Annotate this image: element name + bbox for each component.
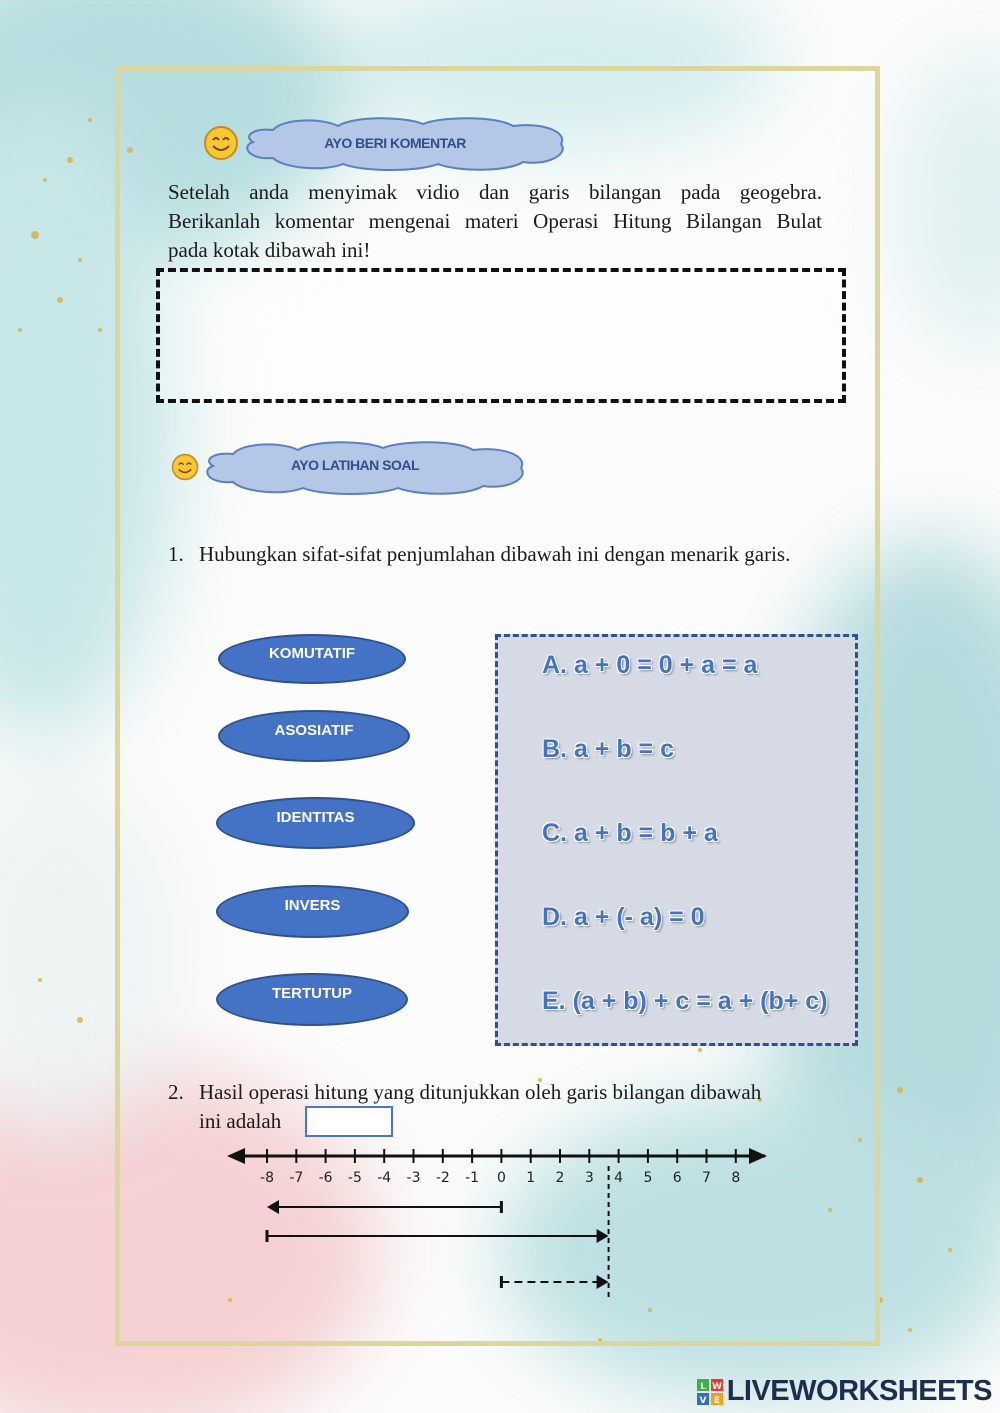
tick-label: 2 (555, 1170, 565, 1186)
tick-label: -3 (406, 1170, 421, 1186)
tick-label: -1 (465, 1170, 480, 1186)
number-line (225, 1140, 785, 1300)
paragraph-line: Berikanlah komentar mengenai materi Operasi Hitung Bilangan Bulat (168, 209, 822, 233)
tick-label: -4 (377, 1170, 392, 1186)
answer-e[interactable]: E. (a + b) + c = a + (b+ c) (542, 987, 828, 1015)
property-komutatif[interactable]: KOMUTATIF (218, 634, 406, 684)
answer-b[interactable]: B. a + b = c (542, 735, 675, 763)
question-text: Hubungkan sifat-sifat penjumlahan dibawah ini dengan menarik garis. (199, 542, 791, 566)
question-1 (168, 540, 822, 569)
property-tertutup[interactable]: TERTUTUP (216, 973, 408, 1026)
arrow-head (597, 1275, 609, 1289)
logo-tile-letter: V (699, 1395, 707, 1405)
question-2 (168, 1078, 822, 1136)
answer-input[interactable] (305, 1106, 393, 1137)
question-text-line: Hasil operasi hitung yang ditunjukkan oleh garis bilangan dibawah (199, 1080, 762, 1104)
tick-label: 1 (526, 1170, 536, 1186)
tick-label: 5 (643, 1170, 653, 1186)
tick-label: -5 (347, 1170, 362, 1186)
tick-label: -2 (435, 1170, 450, 1186)
logo-mark (697, 1379, 723, 1405)
axis-right-arrowhead (749, 1148, 767, 1164)
answer-panel (495, 634, 858, 1046)
tick-label: 8 (731, 1170, 741, 1186)
question-number: 2. (168, 1080, 184, 1104)
property-asosiatif[interactable]: ASOSIATIF (218, 710, 410, 762)
tick-label: 0 (496, 1170, 506, 1186)
logo-text: LIVEWORKSHEETS (726, 1375, 992, 1407)
question-number: 1. (168, 542, 184, 566)
answer-a[interactable]: A. a + 0 = 0 + a = a (542, 651, 758, 679)
property-invers[interactable]: INVERS (216, 885, 409, 938)
tick-label: -8 (260, 1170, 274, 1186)
comment-section-heading: AYO BERI KOMENTAR (324, 135, 466, 151)
tick-label: 3 (584, 1170, 594, 1186)
axis-left-arrowhead (227, 1148, 245, 1164)
smiley-face-icon (171, 453, 199, 481)
tick-label: 7 (702, 1170, 711, 1186)
answer-d[interactable]: D. a + (- a) = 0 (542, 903, 705, 931)
logo-tile-letter: L (699, 1381, 706, 1392)
instruction-paragraph (168, 178, 822, 265)
question-text-line: ini adalah (199, 1109, 282, 1133)
paragraph-line: Setelah anda menyimak vidio dan garis bilangan pada geogebra. (168, 180, 822, 204)
tick-label: -6 (318, 1170, 333, 1186)
arrow-head (267, 1200, 279, 1214)
paragraph-line: pada kotak dibawah ini! (168, 238, 371, 262)
smiley-face-icon (203, 125, 239, 161)
tick-label: -7 (289, 1170, 304, 1186)
logo-tile-letter: E (713, 1395, 720, 1405)
tick-label: 4 (614, 1170, 624, 1186)
liveworksheets-logo (697, 1375, 992, 1408)
arrow-head (597, 1229, 609, 1243)
property-identitas[interactable]: IDENTITAS (216, 797, 415, 849)
comment-input-box[interactable] (156, 268, 846, 403)
logo-tile-letter: W (711, 1381, 722, 1392)
answer-c[interactable]: C. a + b = b + a (542, 819, 718, 847)
practice-section-heading: AYO LATIHAN SOAL (290, 457, 420, 473)
tick-label: 6 (672, 1170, 682, 1186)
